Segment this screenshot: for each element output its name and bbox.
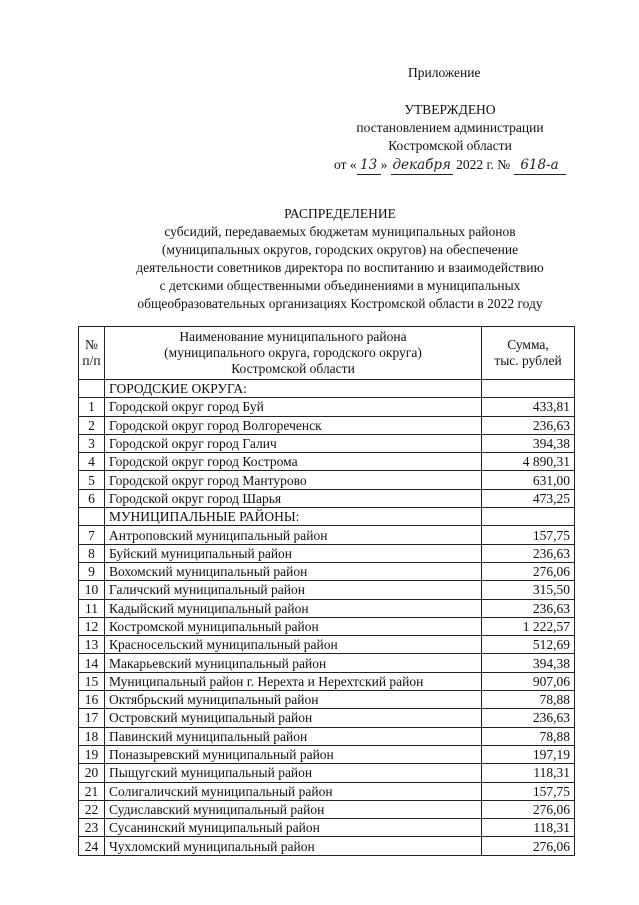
row-sum: 394,38: [482, 434, 575, 452]
row-sum: 236,63: [482, 416, 575, 434]
row-name: Городской округ город Волгореченск: [105, 416, 482, 434]
approved-line2: Костромской области: [388, 138, 512, 153]
table-header-row: [79, 327, 575, 380]
row-num: 9: [79, 562, 105, 580]
row-name: Антроповский муниципальный район: [105, 526, 482, 544]
row-name: Красносельский муниципальный район: [105, 636, 482, 654]
row-num: 22: [79, 800, 105, 818]
title-line-1: субсидий, передаваемых бюджетам муниципальных районов: [164, 224, 516, 239]
table-row: [79, 526, 575, 544]
table-row: [79, 672, 575, 690]
row-name: Вохомский муниципальный район: [105, 562, 482, 580]
title-line-2: (муниципальных округов, городских округов) на обеспечение: [161, 242, 519, 257]
table-row: [79, 416, 575, 434]
row-num: 4: [79, 453, 105, 471]
row-num: 11: [79, 599, 105, 617]
table-row: [79, 544, 575, 562]
row-num: 7: [79, 526, 105, 544]
appendix-label: Приложение: [408, 65, 481, 80]
row-sum: 4 890,31: [482, 453, 575, 471]
table-row: [79, 636, 575, 654]
title-line-3: деятельности советников директора по воспитанию и взаимодействию: [136, 260, 544, 275]
header-name-line2: (муниципального округа, городского округа): [164, 345, 422, 360]
row-num: 16: [79, 691, 105, 709]
table-row: [79, 745, 575, 763]
row-num: 21: [79, 782, 105, 800]
row-name: Кадыйский муниципальный район: [105, 599, 482, 617]
row-num: 12: [79, 617, 105, 635]
row-sum: 276,06: [482, 800, 575, 818]
table-row: [79, 691, 575, 709]
row-sum: 157,75: [482, 782, 575, 800]
distribution-table: [78, 326, 575, 856]
handwritten-month: декабря: [392, 157, 451, 173]
row-sum: 907,06: [482, 672, 575, 690]
group-label: МУНИЦИПАЛЬНЫЕ РАЙОНЫ:: [105, 508, 482, 526]
table-row: [79, 599, 575, 617]
row-name: Городской округ город Шарья: [105, 489, 482, 507]
row-sum: 473,25: [482, 489, 575, 507]
title-line-4: с детскими общественными объединениями в муниципальных: [159, 278, 521, 293]
group-empty-sum: [482, 508, 575, 526]
row-sum: 512,69: [482, 636, 575, 654]
row-name: Островский муниципальный район: [105, 709, 482, 727]
row-name: Городской округ город Буй: [105, 398, 482, 416]
row-num: 1: [79, 398, 105, 416]
group-row-municipal-districts: [79, 508, 575, 526]
row-name: Солигаличский муниципальный район: [105, 782, 482, 800]
group-empty-num: [79, 508, 105, 526]
row-name: Буйский муниципальный район: [105, 544, 482, 562]
row-sum: 433,81: [482, 398, 575, 416]
header-name-line3: Костромской области: [231, 361, 355, 376]
row-sum: 276,06: [482, 562, 575, 580]
header-sum: [482, 327, 575, 380]
title-heading: РАСПРЕДЕЛЕНИЕ: [284, 206, 396, 221]
row-num: 17: [79, 709, 105, 727]
row-name: Городской округ город Кострома: [105, 453, 482, 471]
row-sum: 394,38: [482, 654, 575, 672]
row-num: 6: [79, 489, 105, 507]
row-num: 20: [79, 764, 105, 782]
row-sum: 276,06: [482, 837, 575, 855]
date-year-number: 2022 г. №: [456, 157, 511, 172]
row-name: Муниципальный район г. Нерехта и Нерехтский район: [105, 672, 482, 690]
row-sum: 78,88: [482, 691, 575, 709]
row-sum: 631,00: [482, 471, 575, 489]
table-row: [79, 562, 575, 580]
row-sum: 157,75: [482, 526, 575, 544]
row-name: Галичский муниципальный район: [105, 581, 482, 599]
row-name: Костромской муниципальный район: [105, 617, 482, 635]
row-num: 24: [79, 837, 105, 855]
row-name: Городской округ город Галич: [105, 434, 482, 452]
table-row: [79, 709, 575, 727]
table-row: [79, 654, 575, 672]
row-name: Сусанинский муниципальный район: [105, 819, 482, 837]
row-name: Макарьевский муниципальный район: [105, 654, 482, 672]
row-num: 3: [79, 434, 105, 452]
table-row: [79, 398, 575, 416]
table-row: [79, 453, 575, 471]
row-sum: 236,63: [482, 709, 575, 727]
row-num: 19: [79, 745, 105, 763]
group-label: ГОРОДСКИЕ ОКРУГА:: [105, 380, 482, 398]
row-num: 2: [79, 416, 105, 434]
row-name: Павинский муниципальный район: [105, 727, 482, 745]
table-row: [79, 782, 575, 800]
table-row: [79, 727, 575, 745]
row-name: Пыщугский муниципальный район: [105, 764, 482, 782]
row-name: Судиславский муниципальный район: [105, 800, 482, 818]
document-title: [60, 205, 620, 313]
row-num: 8: [79, 544, 105, 562]
row-sum: 118,31: [482, 764, 575, 782]
row-name: Городской округ город Мантурово: [105, 471, 482, 489]
header-num-line1: №: [85, 337, 98, 352]
approved-label: УТВЕРЖДЕНО: [404, 102, 496, 117]
row-sum: 118,31: [482, 819, 575, 837]
table-row: [79, 581, 575, 599]
row-name: Октябрьский муниципальный район: [105, 691, 482, 709]
row-num: 5: [79, 471, 105, 489]
group-empty-num: [79, 380, 105, 398]
row-sum: 78,88: [482, 727, 575, 745]
group-empty-sum: [482, 380, 575, 398]
row-num: 18: [79, 727, 105, 745]
header-sum-line1: Сумма,: [507, 337, 549, 352]
table-row: [79, 489, 575, 507]
row-num: 23: [79, 819, 105, 837]
title-line-5: общеобразовательных организациях Костромской области в 2022 году: [137, 296, 543, 311]
handwritten-number: 618-а: [514, 157, 566, 175]
header-num: [79, 327, 105, 380]
header-num-line2: п/п: [82, 353, 101, 368]
decree-date-line: [334, 156, 566, 175]
table-row: [79, 800, 575, 818]
header-sum-line2: тыс. рублей: [494, 353, 562, 368]
handwritten-day: 13: [357, 157, 381, 175]
row-name: Поназыревский муниципальный район: [105, 745, 482, 763]
approved-line1: постановлением администрации: [356, 120, 544, 135]
group-row-city-districts: [79, 380, 575, 398]
row-sum: 315,50: [482, 581, 575, 599]
row-sum: 197,19: [482, 745, 575, 763]
table-row: [79, 471, 575, 489]
table-row: [79, 764, 575, 782]
row-sum: 236,63: [482, 599, 575, 617]
row-num: 10: [79, 581, 105, 599]
table-row: [79, 617, 575, 635]
date-prefix: от «: [334, 157, 357, 172]
table-row: [79, 819, 575, 837]
row-num: 14: [79, 654, 105, 672]
date-close-quote: »: [380, 157, 388, 172]
row-num: 15: [79, 672, 105, 690]
header-name-line1: Наименование муниципального района: [179, 329, 407, 344]
row-sum: 236,63: [482, 544, 575, 562]
row-sum: 1 222,57: [482, 617, 575, 635]
header-name: [105, 327, 482, 380]
row-name: Чухломский муниципальный район: [105, 837, 482, 855]
table-row: [79, 434, 575, 452]
row-num: 13: [79, 636, 105, 654]
table-row: [79, 837, 575, 855]
